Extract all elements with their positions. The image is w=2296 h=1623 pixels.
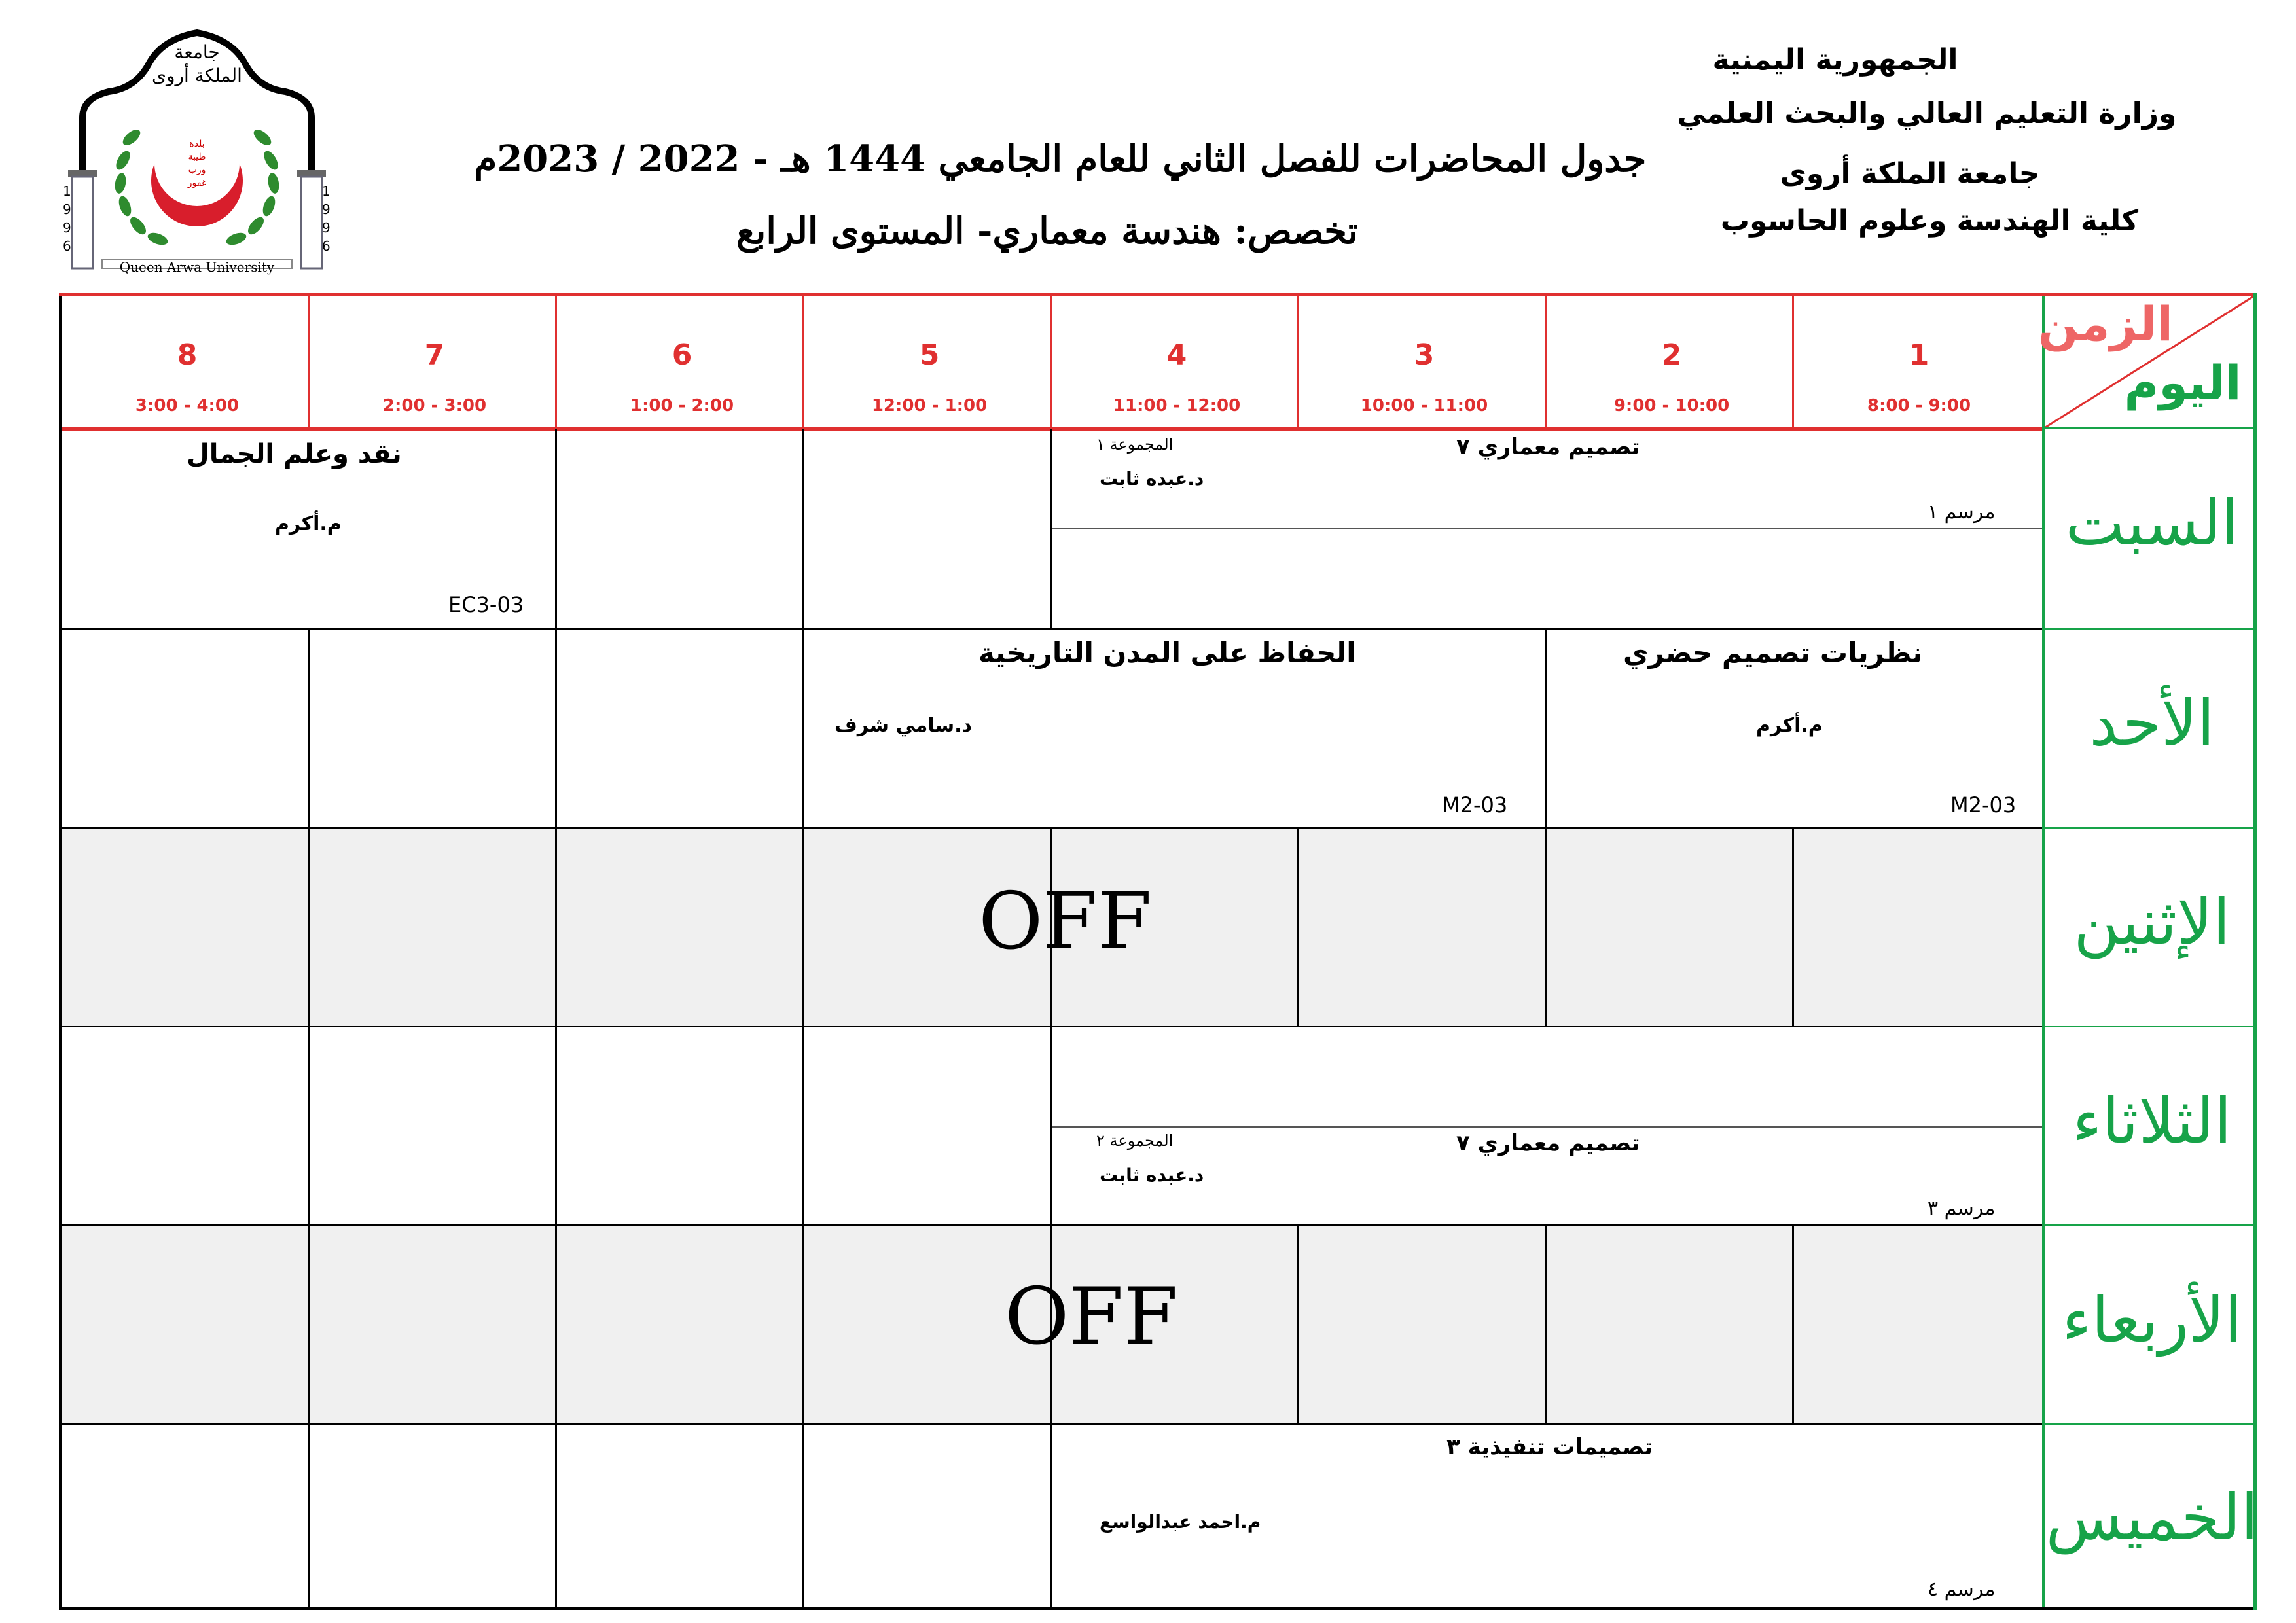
period-number-1: 1 bbox=[1909, 338, 1929, 372]
wed-col-3 bbox=[802, 1226, 804, 1423]
day-wednesday: الأربعاء bbox=[2062, 1283, 2242, 1357]
period-number-3: 3 bbox=[1414, 338, 1435, 372]
logo-english-text: Queen Arwa University bbox=[119, 259, 275, 275]
logo-year-right-3: 9 bbox=[322, 220, 331, 236]
sun-conservation-course: الحفاظ على المدن التاريخية bbox=[978, 637, 1356, 669]
sat-aesthetics-instructor: م.أكرم bbox=[275, 512, 342, 535]
period-time-4: 11:00 - 12:00 bbox=[1113, 396, 1241, 416]
corner-day-label: اليوم bbox=[2124, 355, 2242, 410]
sun-col-c bbox=[802, 630, 804, 827]
sun-col-b bbox=[555, 630, 557, 827]
day-sep-1 bbox=[2045, 628, 2253, 630]
country-name: الجمهورية اليمنية bbox=[1712, 43, 1958, 77]
thu-col-b bbox=[555, 1425, 557, 1607]
sat-col-b bbox=[802, 429, 804, 628]
day-saturday: السبت bbox=[2065, 486, 2239, 560]
mon-col-2 bbox=[555, 829, 557, 1026]
wed-col-5 bbox=[1297, 1226, 1299, 1423]
mon-col-5 bbox=[1297, 829, 1299, 1026]
thu-col-d bbox=[1050, 1425, 1052, 1607]
period-time-1: 8:00 - 9:00 bbox=[1867, 396, 1971, 416]
period-time-3: 10:00 - 11:00 bbox=[1360, 396, 1488, 416]
period-number-7: 7 bbox=[424, 338, 445, 372]
thu-col-c bbox=[802, 1425, 804, 1607]
day-tuesday: الثلاثاء bbox=[2072, 1084, 2232, 1158]
college-name: كلية الهندسة وعلوم الحاسوب bbox=[1720, 204, 2139, 238]
logo-motto-3: ورب bbox=[188, 165, 206, 175]
tue-design-room: مرسم ٣ bbox=[1928, 1197, 1996, 1220]
row-line-5 bbox=[62, 1423, 2042, 1425]
sat-split-line bbox=[1052, 528, 2042, 529]
logo-year-left-1: 1 bbox=[63, 183, 71, 199]
row-line-4 bbox=[62, 1224, 2042, 1226]
tue-split-line bbox=[1052, 1126, 2042, 1128]
thu-working-room: مرسم ٤ bbox=[1928, 1578, 1996, 1601]
mon-col-6 bbox=[1545, 829, 1547, 1026]
tue-col-b bbox=[555, 1027, 557, 1224]
logo-motto-4: غفور bbox=[187, 178, 207, 188]
logo-motto-1: بلدة bbox=[189, 139, 205, 149]
period-number-4: 4 bbox=[1166, 338, 1187, 372]
sun-col-a bbox=[308, 630, 310, 827]
sat-aesthetics-room: EC3-03 bbox=[448, 592, 524, 617]
logo-motto-2: طيبة bbox=[188, 152, 206, 162]
wed-col-7 bbox=[1792, 1226, 1794, 1423]
thu-working-instructor: م.احمد عبدالواسع bbox=[1100, 1511, 1261, 1533]
monday-off-label: OFF bbox=[978, 876, 1152, 967]
period-number-5: 5 bbox=[919, 338, 940, 372]
row-line-2 bbox=[62, 827, 2042, 829]
sat-col-a bbox=[555, 429, 557, 628]
tue-design-course: تصميم معماري ٧ bbox=[1456, 1130, 1640, 1156]
mon-col-3 bbox=[802, 829, 804, 1026]
corner-time-label: الزمن bbox=[2038, 296, 2173, 351]
logo-year-right-1: 1 bbox=[322, 183, 331, 199]
tue-col-a bbox=[308, 1027, 310, 1224]
day-monday: الإثنين bbox=[2073, 885, 2231, 959]
timetable-grid bbox=[59, 293, 2257, 1610]
row-line-3 bbox=[62, 1026, 2042, 1027]
period-number-2: 2 bbox=[1661, 338, 1682, 372]
logo-year-left-4: 6 bbox=[63, 238, 71, 254]
mon-col-1 bbox=[308, 829, 310, 1026]
sun-conservation-instructor: د.سامي شرف bbox=[834, 714, 972, 737]
university-name: جامعة الملكة أروى bbox=[1780, 157, 2040, 190]
sun-col-d bbox=[1545, 630, 1547, 827]
sun-conservation-room: M2-03 bbox=[1442, 793, 1508, 817]
wed-col-6 bbox=[1545, 1226, 1547, 1423]
day-sep-3 bbox=[2045, 1026, 2253, 1027]
period-time-8: 3:00 - 4:00 bbox=[135, 396, 240, 416]
sat-design-instructor: د.عبده ثابت bbox=[1100, 468, 1204, 490]
period-time-5: 12:00 - 1:00 bbox=[871, 396, 988, 416]
university-logo bbox=[63, 26, 331, 281]
page-title: جدول المحاضرات للفصل الثاني للعام الجامعي 1444 هـ - 2022 / 2023م bbox=[474, 137, 1647, 181]
period-number-8: 8 bbox=[177, 338, 198, 372]
row-line-1 bbox=[62, 628, 2042, 630]
thu-working-course: تصميمات تنفيذية ٣ bbox=[1446, 1434, 1653, 1460]
day-sep-5 bbox=[2045, 1423, 2253, 1425]
wed-col-2 bbox=[555, 1226, 557, 1423]
ministry-name: وزارة التعليم العالي والبحث العلمي bbox=[1677, 97, 2177, 130]
sat-design-course: تصميم معماري ٧ bbox=[1456, 434, 1640, 460]
sat-aesthetics-course: نقد وعلم الجمال bbox=[187, 439, 402, 469]
logo-year-left-3: 9 bbox=[63, 220, 71, 236]
period-number-6: 6 bbox=[672, 338, 692, 372]
mon-col-7 bbox=[1792, 829, 1794, 1026]
sat-design-room: مرسم ١ bbox=[1928, 501, 1996, 524]
day-thursday: الخميس bbox=[2045, 1481, 2259, 1554]
day-sep-0 bbox=[2045, 427, 2253, 429]
day-sep-4 bbox=[2045, 1224, 2253, 1226]
wednesday-off-label: OFF bbox=[1005, 1272, 1178, 1363]
logo-year-right-2: 9 bbox=[322, 202, 331, 217]
day-sunday: الأحد bbox=[2089, 687, 2215, 760]
tue-design-group: المجموعة ٢ bbox=[1096, 1132, 1174, 1150]
period-time-6: 1:00 - 2:00 bbox=[630, 396, 734, 416]
sun-theory-instructor: م.أكرم bbox=[1756, 714, 1823, 737]
wed-col-1 bbox=[308, 1226, 310, 1423]
page-subtitle: تخصص: هندسة معماري- المستوى الرابع bbox=[736, 209, 1358, 253]
sun-theory-course: نظريات تصميم حضري bbox=[1623, 637, 1923, 669]
logo-year-right-4: 6 bbox=[322, 238, 331, 254]
tue-col-c bbox=[802, 1027, 804, 1224]
period-time-2: 9:00 - 10:00 bbox=[1613, 396, 1730, 416]
header-border-bottom bbox=[62, 427, 2042, 431]
sat-design-group: المجموعة ١ bbox=[1096, 435, 1174, 454]
logo-arabic-text: جامعة الملكة أروى bbox=[152, 41, 242, 86]
logo-year-left-2: 9 bbox=[63, 202, 71, 217]
tue-design-instructor: د.عبده ثابت bbox=[1100, 1164, 1204, 1186]
period-time-7: 2:00 - 3:00 bbox=[382, 396, 487, 416]
header-border-top bbox=[59, 293, 2257, 296]
thu-col-a bbox=[308, 1425, 310, 1607]
sun-theory-room: M2-03 bbox=[1950, 793, 2017, 817]
day-sep-2 bbox=[2045, 827, 2253, 829]
